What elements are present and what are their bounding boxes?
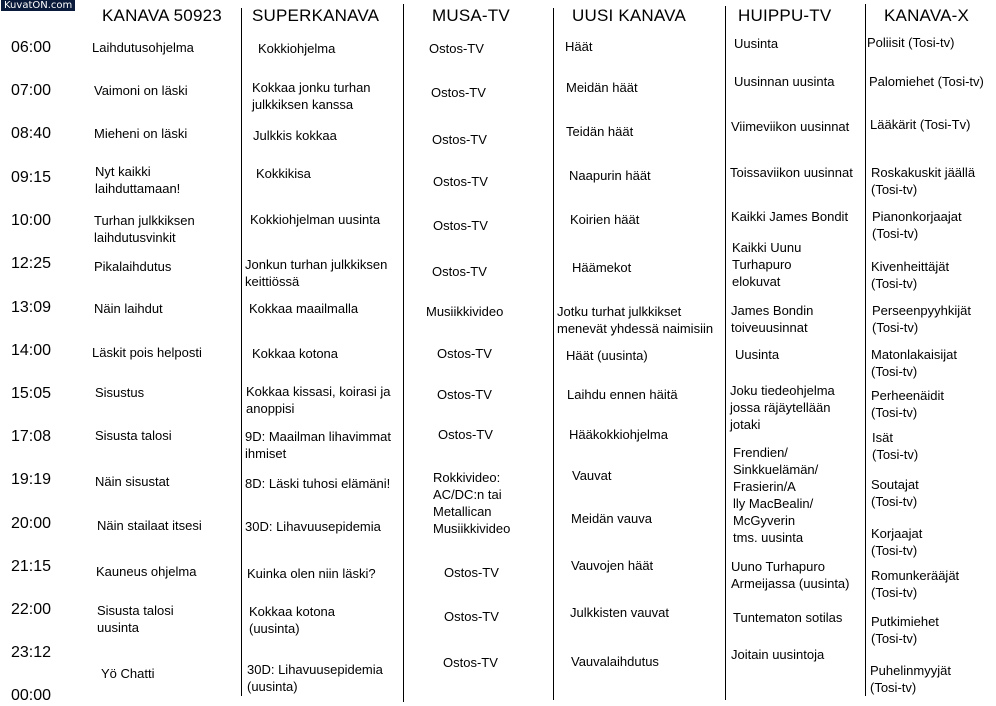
program-cell: Sisusta talosi [95,428,172,443]
program-cell: Julkkis kokkaa [253,128,337,143]
program-cell: Häät [565,39,593,54]
program-cell: Frendien/ Sinkkuelämän/ Frasierin/A lly MacBealin/ McGyverin tms. uusinta [733,445,819,545]
program-cell: Kokkaa kissasi, koirasi ja anoppisi [246,384,391,416]
program-cell: Viimeviikon uusinnat [731,119,850,134]
program-cell: Roskakuskit jäällä (Tosi-tv) [871,165,976,197]
program-cell: Näin laihdut [94,301,163,316]
program-cell: Nyt kaikki laihduttamaan! [95,164,181,196]
program-cell: Joku tiedeohjelma jossa räjäytellään jotaki [730,383,835,432]
program-cell: 30D: Lihavuusepidemia [245,519,381,534]
time-slot: 07:00 [11,82,52,99]
program-cell: Läskit pois helposti [92,345,202,360]
program-cell: Soutajat (Tosi-tv) [871,477,919,509]
program-cell: James Bondin toiveuusinnat [731,303,814,335]
program-cell: Joitain uusintoja [731,647,825,662]
time-slot: 20:00 [11,515,52,532]
time-slot: 08:40 [11,125,52,142]
program-cell: Sisusta talosi uusinta [97,603,174,635]
channel-header: KANAVA-X [884,6,970,25]
program-cell: Pianonkorjaajat (Tosi-tv) [872,209,962,241]
time-slot: 00:00 [11,687,52,704]
time-slot: 10:00 [11,212,52,229]
channel-header: UUSI KANAVA [572,6,686,25]
program-cell: Teidän häät [566,124,634,139]
program-cell: Kauneus ohjelma [96,564,197,579]
program-cell: Ostos-TV [443,655,498,670]
program-cell: Naapurin häät [569,168,651,183]
program-cell: Palomiehet (Tosi-tv) [869,74,984,89]
program-cell: Vauvat [572,468,612,483]
time-slot: 17:08 [11,428,52,445]
channel-header: SUPERKANAVA [252,6,380,25]
program-cell: Vaimoni on läski [94,83,188,98]
program-cell: Meidän vauva [571,511,652,526]
program-cell: Sisustus [95,385,145,400]
program-cell: Matonlakaisijat (Tosi-tv) [871,347,957,379]
program-cell: Häät (uusinta) [566,348,648,363]
program-cell: Julkkisten vauvat [570,605,669,620]
program-cell: 30D: Lihavuusepidemia (uusinta) [247,662,383,694]
program-cell: Kokkaa jonku turhan julkkiksen kanssa [252,80,371,112]
channel-header: KANAVA 50923 [102,6,222,25]
program-cell: Koirien häät [570,212,640,227]
program-cell: Lääkärit (Tosi-Tv) [870,117,971,132]
program-cell: Ostos-TV [432,264,487,279]
time-slot: 23:12 [11,644,52,661]
time-slot: 14:00 [11,342,52,359]
program-cell: Laihdutusohjelma [92,40,194,55]
program-cell: Mieheni on läski [94,126,188,141]
program-cell: Kokkaa kotona (uusinta) [249,604,336,636]
program-cell: Kokkiohjelma [258,41,336,56]
program-cell: Kokkikisa [256,166,311,181]
program-cell: Poliisit (Tosi-tv) [867,35,955,50]
program-cell: Ostos-TV [429,41,484,56]
program-cell: Meidän häät [566,80,638,95]
time-slot: 09:15 [11,169,52,186]
program-cell: Romunkerääjät (Tosi-tv) [871,568,960,600]
program-cell: Toissaviikon uusinnat [730,165,853,180]
program-cell: Ostos-TV [433,218,488,233]
program-cell: Ostos-TV [437,346,492,361]
program-cell: Uuno Turhapuro Armeijassa (uusinta) [731,559,850,591]
program-cell: Turhan julkkiksen laihdutusvinkit [94,213,195,245]
column-divider [241,8,242,696]
program-cell: Jotku turhat julkkikset menevät yhdessä naimisiin [557,304,714,336]
program-cell: 8D: Läski tuhosi elämäni! [245,476,391,491]
program-cell: Kokkiohjelman uusinta [250,212,381,227]
site-logo: KuvatON.com [1,0,75,11]
program-cell: Isät (Tosi-tv) [872,430,919,462]
program-cell: Laihdu ennen häitä [567,387,678,402]
program-cell: 9D: Maailman lihavimmat ihmiset [245,429,391,461]
program-cell: Kivenheittäjät (Tosi-tv) [871,259,950,291]
program-cell: Uusinnan uusinta [734,74,835,89]
program-cell: Pikalaihdutus [94,259,172,274]
column-divider [725,6,726,700]
program-cell: Vauvojen häät [571,558,654,573]
program-cell: Putkimiehet (Tosi-tv) [871,614,939,646]
program-cell: Kaikki James Bondit [731,209,849,224]
column-divider [553,8,554,700]
program-cell: Ostos-TV [444,609,499,624]
program-cell: Ostos-TV [433,174,488,189]
channel-header: HUIPPU-TV [738,6,832,25]
program-cell: Perseenpyyhkijät (Tosi-tv) [872,303,971,335]
program-cell: Tuntematon sotilas [733,610,843,625]
program-cell: Hääkokkiohjelma [569,427,668,442]
program-cell: Uusinta [735,347,780,362]
column-divider [865,4,866,696]
program-cell: Korjaajat (Tosi-tv) [871,526,923,558]
program-cell: Perheenäidit (Tosi-tv) [871,388,944,420]
program-cell: Kaikki Uunu Turhapuro elokuvat [732,240,802,289]
time-slot: 21:15 [11,558,52,575]
program-cell: Kuinka olen niin läski? [247,566,376,581]
time-slot: 13:09 [11,299,52,316]
program-cell: Musiikkivideo [426,304,504,319]
program-cell: Jonkun turhan julkkiksen keittiössä [245,257,388,289]
program-cell: Kokkaa maailmalla [249,301,359,316]
program-cell: Ostos-TV [438,427,493,442]
program-cell: Häämekot [572,260,632,275]
program-cell: Vauvalaihdutus [571,654,659,669]
column-divider [403,4,404,702]
time-slot: 12:25 [11,255,52,272]
time-slot: 15:05 [11,385,52,402]
time-slot: 06:00 [11,39,52,56]
program-cell: Ostos-TV [431,85,486,100]
program-cell: Puhelinmyyjät (Tosi-tv) [870,663,951,695]
program-cell: Rokkivideo: AC/DC:n tai Metallican Musiikkivideo [433,470,511,536]
time-slot: 19:19 [11,471,52,488]
program-cell: Ostos-TV [432,132,487,147]
program-cell: Ostos-TV [437,387,492,402]
program-cell: Ostos-TV [444,565,499,580]
program-cell: Uusinta [734,36,779,51]
program-cell: Yö Chatti [101,666,155,681]
channel-header: MUSA-TV [432,6,510,25]
program-cell: Näin stailaat itsesi [97,518,202,533]
program-cell: Kokkaa kotona [252,346,339,361]
program-cell: Näin sisustat [95,474,170,489]
time-slot: 22:00 [11,601,52,618]
